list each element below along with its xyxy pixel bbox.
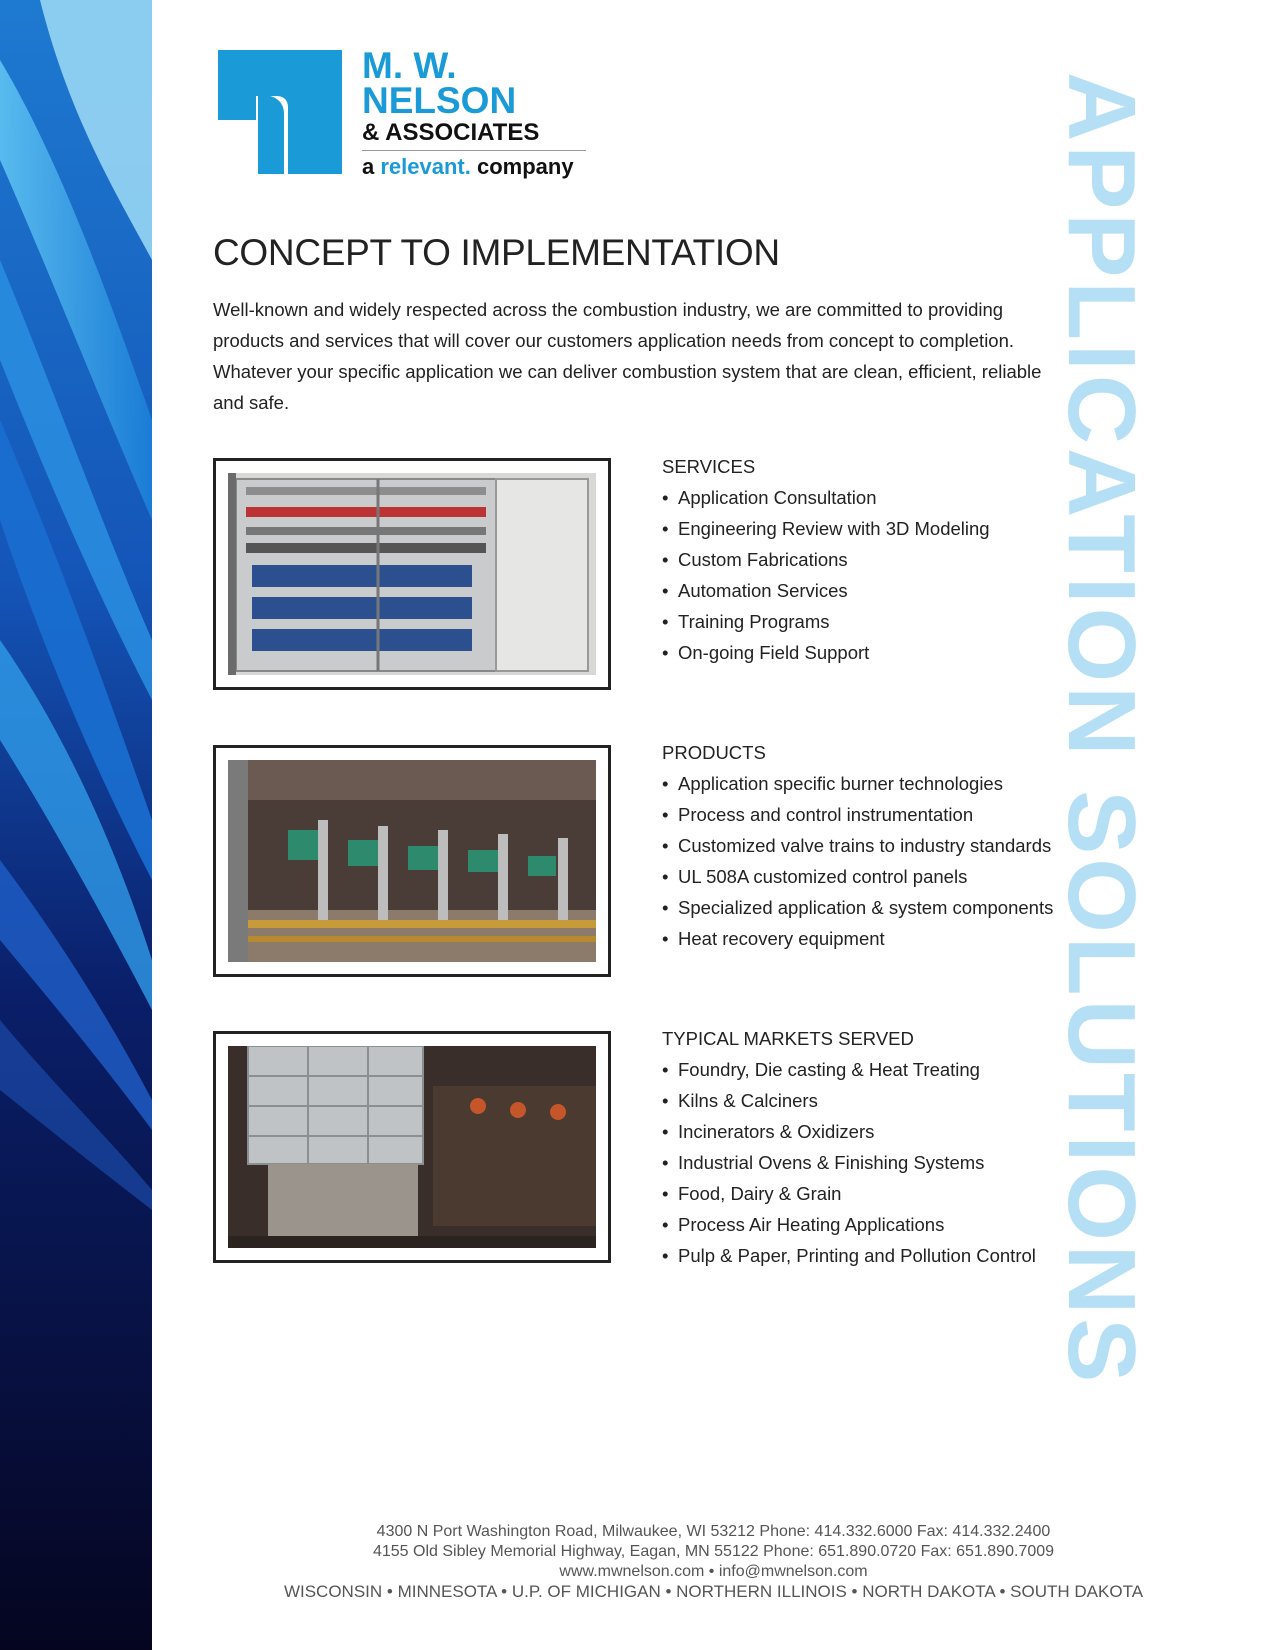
intro-paragraph: Well-known and widely respected across the combustion industry, we are committed to providing products and services that will cover our customers application needs from concept to completion. Whatever your specific application we can deliver combustion system that are clean, efficient, reliable and safe. (213, 299, 1042, 413)
footer-milwaukee-address: 4300 N Port Washington Road, Milwaukee, WI 53212 Phone: 414.332.6000 Fax: 414.332.2400 (376, 1523, 1051, 1540)
logo-tagline (362, 154, 574, 180)
list-item: • Kilns & Calciners (662, 1090, 818, 1111)
control-panel-photo (213, 458, 611, 690)
services-list (662, 482, 1092, 668)
furnace-photo (213, 1031, 611, 1263)
footer-eagan-address: 4155 Old Sibley Memorial Highway, Eagan, MN 55122 Phone: 651.890.0720 Fax: 651.890.7009 (372, 1543, 1055, 1560)
valve-train-image (228, 760, 596, 962)
products-section (662, 737, 1092, 954)
vertical-title: APPLICATION SOLUTIONS (1048, 72, 1155, 1387)
furnace-image (228, 1046, 596, 1248)
list-item: • Custom Fabrications (662, 549, 848, 570)
logo-divider (362, 150, 586, 151)
services-section (662, 451, 1092, 668)
list-item: • Customized valve trains to industry standards (662, 835, 1052, 856)
logo-line-1: M. W. (362, 45, 457, 86)
footer-web-email: www.mwnelson.com • info@mwnelson.com (559, 1563, 868, 1580)
logo-line-2: NELSON (362, 80, 517, 121)
list-item: • Foundry, Die casting & Heat Treating (662, 1059, 980, 1080)
decorative-sidebar (0, 0, 152, 1650)
logo-wordmark (362, 45, 540, 148)
markets-heading: TYPICAL MARKETS SERVED (662, 1028, 914, 1049)
list-item: • Specialized application & system components (662, 897, 1054, 918)
markets-section (662, 1023, 1092, 1271)
blue-wave-graphic (0, 0, 152, 1650)
list-item: • Automation Services (662, 580, 848, 601)
footer-regions: WISCONSIN • MINNESOTA • U.P. OF MICHIGAN • NORTHERN ILLINOIS • NORTH DAKOTA • SOUTH DAKOTA (283, 1582, 1144, 1601)
list-item: • Industrial Ovens & Finishing Systems (662, 1152, 985, 1173)
tagline-suffix: company (477, 154, 574, 179)
list-item: • Application specific burner technologies (662, 773, 1003, 794)
list-item: • Training Programs (662, 611, 830, 632)
valve-train-photo (213, 745, 611, 977)
products-list (662, 768, 1092, 954)
tagline-prefix: a (362, 154, 375, 179)
page-title: CONCEPT TO IMPLEMENTATION (213, 232, 780, 273)
mwn-monogram-icon (218, 48, 348, 178)
list-item: • On-going Field Support (662, 642, 870, 663)
list-item: • Incinerators & Oxidizers (662, 1121, 875, 1142)
list-item: • Engineering Review with 3D Modeling (662, 518, 990, 539)
list-item: • Process Air Heating Applications (662, 1214, 945, 1235)
list-item: • Application Consultation (662, 487, 877, 508)
list-item: • Heat recovery equipment (662, 928, 885, 949)
list-item: • UL 508A customized control panels (662, 866, 968, 887)
list-item: • Food, Dairy & Grain (662, 1183, 842, 1204)
list-item: • Process and control instrumentation (662, 804, 974, 825)
products-heading: PRODUCTS (662, 742, 766, 763)
services-heading: SERVICES (662, 456, 756, 477)
logo-line-3: & ASSOCIATES (362, 119, 540, 146)
tagline-accent: relevant. (380, 154, 471, 179)
control-panel-image (228, 473, 596, 675)
list-item: • Pulp & Paper, Printing and Pollution Control (662, 1245, 1036, 1266)
markets-list (662, 1054, 1092, 1271)
